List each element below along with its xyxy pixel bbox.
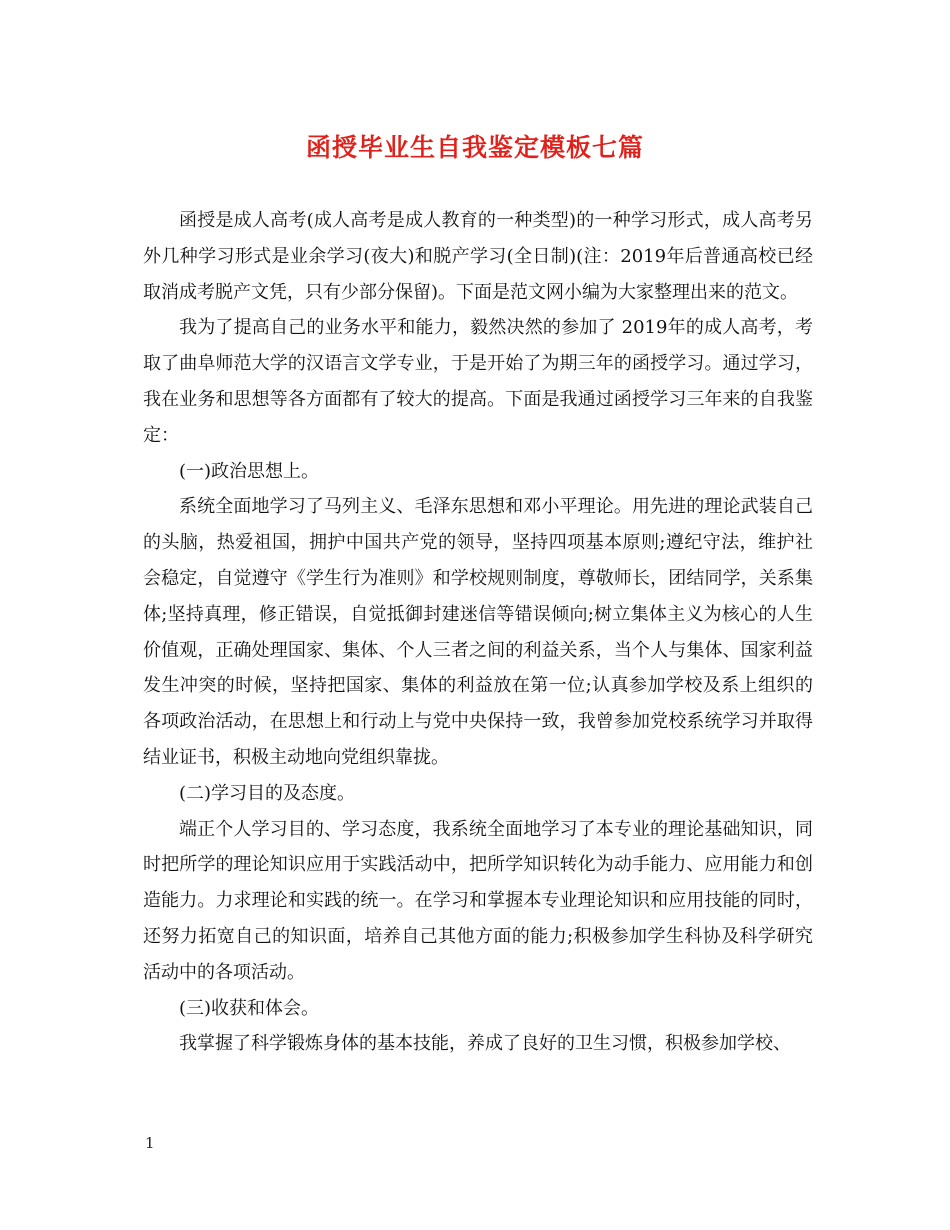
document-body	[143, 203, 813, 1062]
section-heading-gains: (三)收获和体会。	[179, 997, 320, 1019]
page-number: 1	[145, 1134, 155, 1152]
paragraph-intro: 函授是成人高考(成人高考是成人教育的一种类型)的一种学习形式，成人高考另外几种学习形式是业余学习(夜大)和脱产学习(全日制)(注：2019年后普通高校已经取消成考脱产文凭，只有少部分保留)。下面是范文网小编为大家整理出来的范文。	[143, 210, 813, 303]
document-title: 函授毕业生自我鉴定模板七篇	[305, 133, 644, 162]
paragraph-gains: 我掌握了科学锻炼身体的基本技能，养成了良好的卫生习惯，积极参加学校、	[179, 1033, 791, 1055]
paragraph-background: 我为了提高自己的业务水平和能力，毅然决然的参加了 2019年的成人高考，考取了曲阜师范大学的汉语言文学专业，于是开始了为期三年的函授学习。通过学习，我在业务和思想等各方面都有了较大的提高。下面是我通过函授学习三年来的自我鉴定：	[143, 317, 813, 446]
paragraph-study: 端正个人学习目的、学习态度，我系统全面地学习了本专业的理论基础知识，同时把所学的理论知识应用于实践活动中，把所学知识转化为动手能力、应用能力和创造能力。力求理论和实践的统一。在学习和掌握本专业理论知识和应用技能的同时，还努力拓宽自己的知识面，培养自己其他方面的能力;积极参加学生科协及科学研究活动中的各项活动。	[143, 818, 813, 983]
paragraph-politics: 系统全面地学习了马列主义、毛泽东思想和邓小平理论。用先进的理论武装自己的头脑，热爱祖国，拥护中国共产党的领导，坚持四项基本原则;遵纪守法，维护社会稳定，自觉遵守《学生行为准则》和学校规则制度，尊敬师长，团结同学，关系集体;坚持真理，修正错误，自觉抵御封建迷信等错误倾向;树立集体主义为核心的人生价值观，正确处理国家、集体、个人三者之间的利益关系，当个人与集体、国家利益发生冲突的时候，坚持把国家、集体的利益放在第一位;认真参加学校及系上组织的各项政治活动，在思想上和行动上与党中央保持一致，我曾参加党校系统学习并取得结业证书，积极主动地向党组织靠拢。	[143, 496, 813, 768]
section-heading-politics: (一)政治思想上。	[179, 460, 320, 482]
section-heading-study: (二)学习目的及态度。	[179, 782, 356, 804]
